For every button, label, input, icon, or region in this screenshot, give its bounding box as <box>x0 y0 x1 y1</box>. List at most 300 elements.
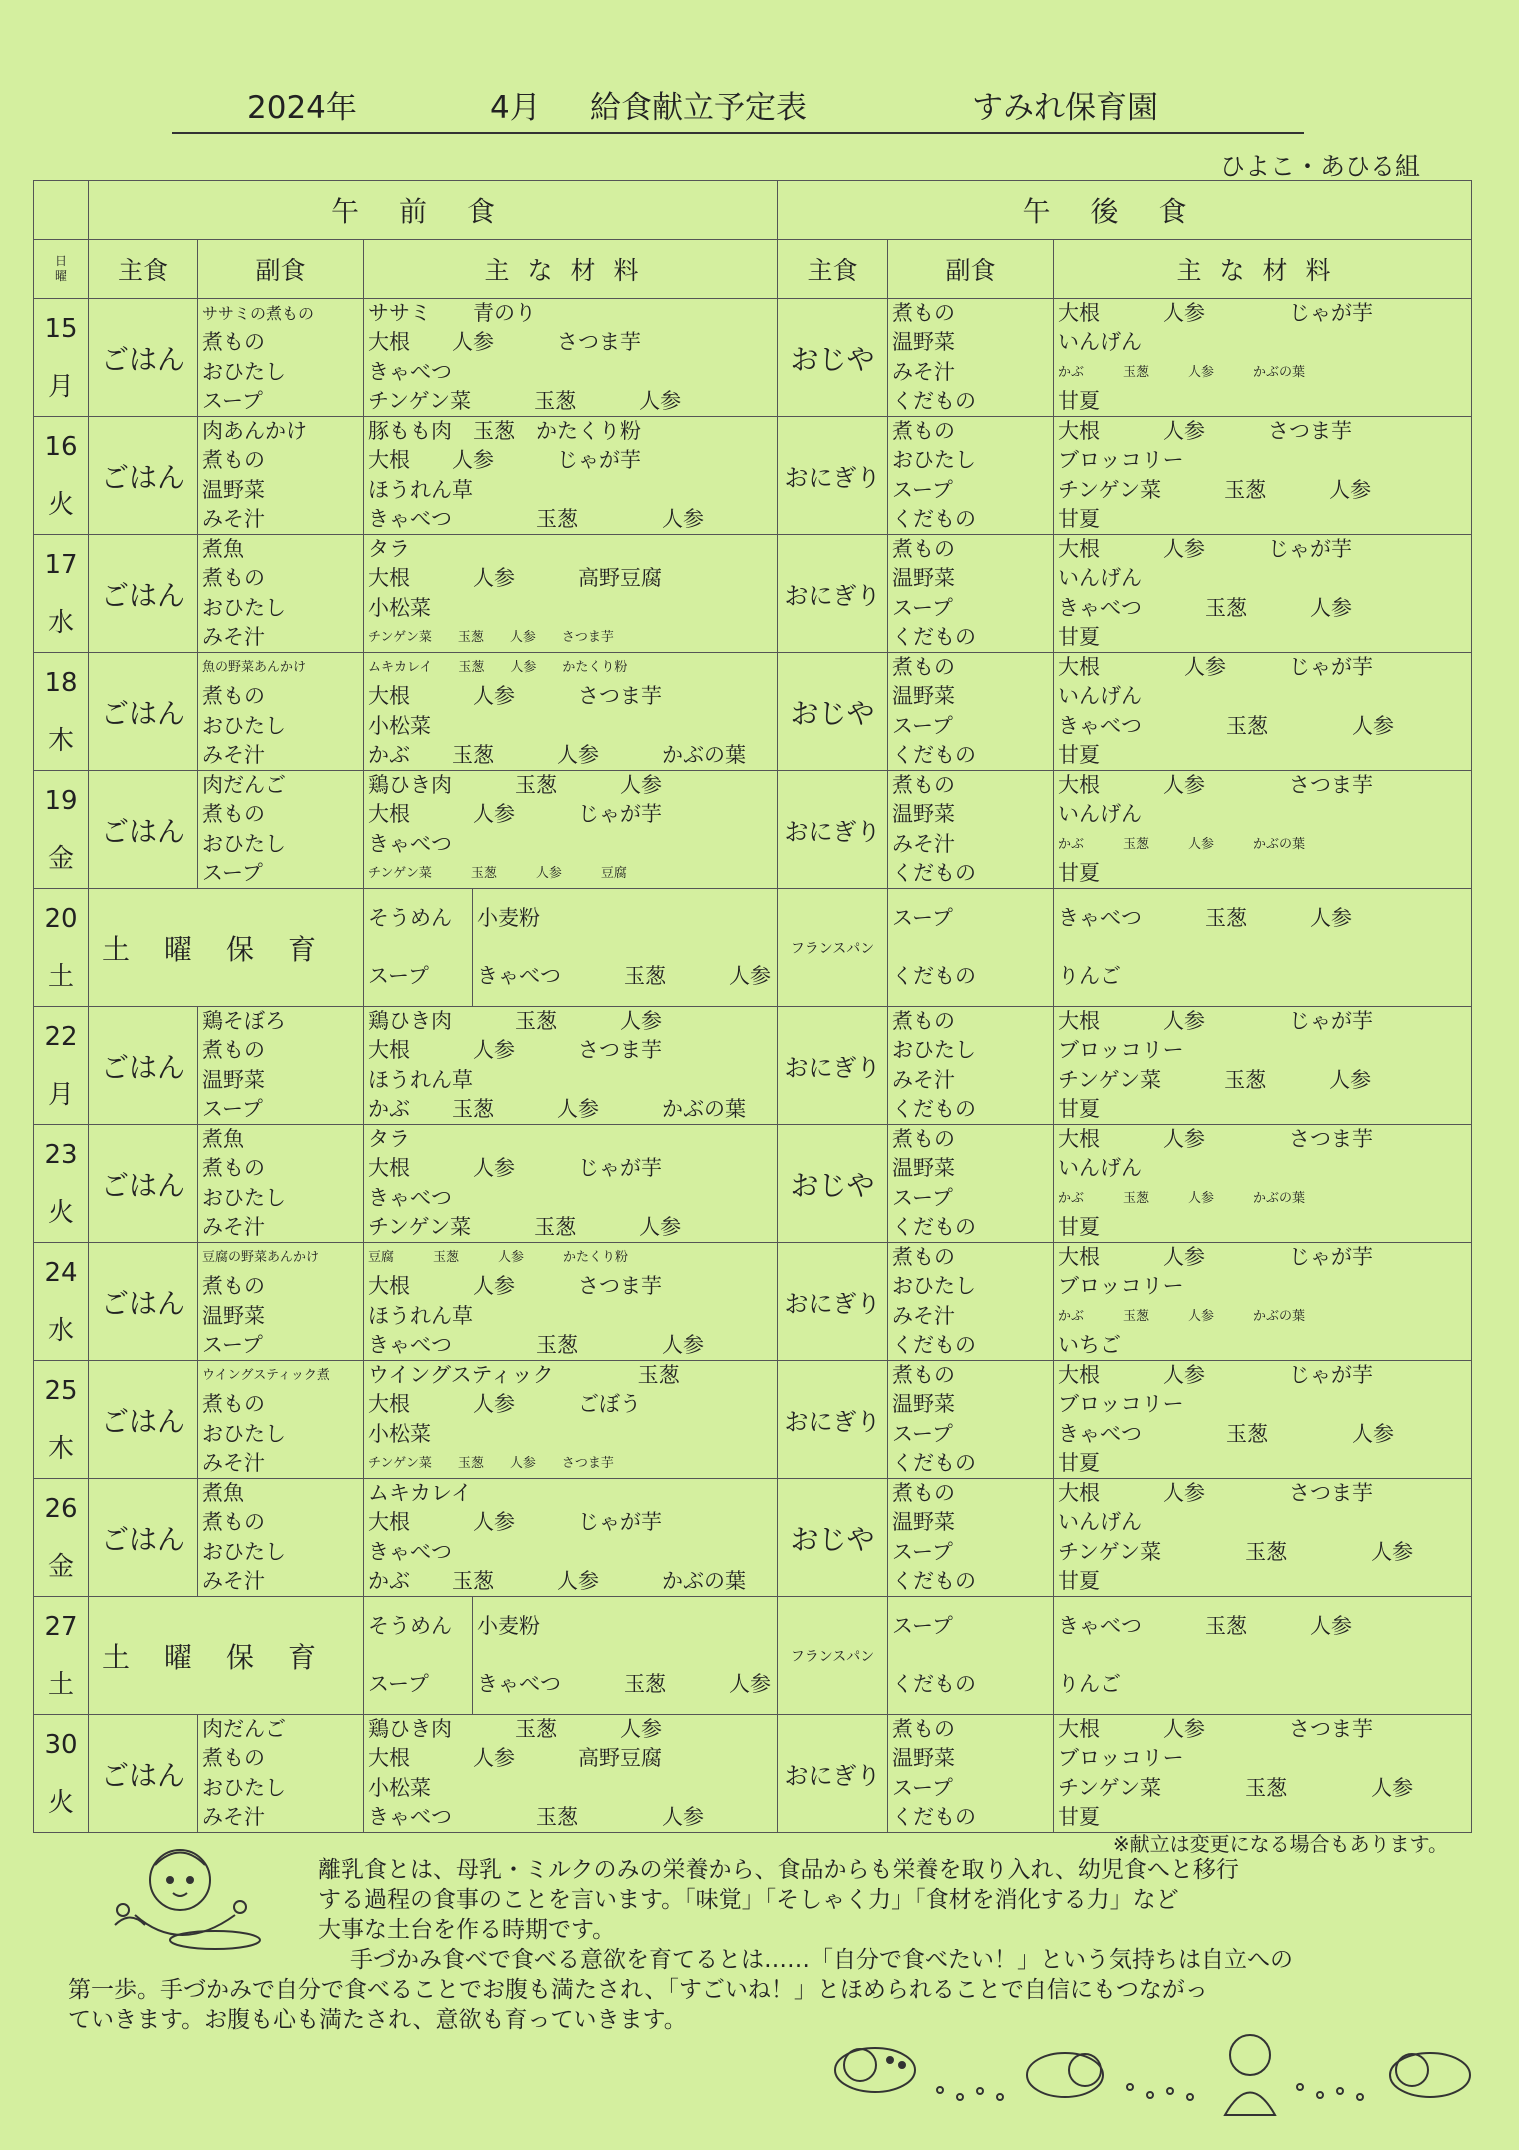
change-note: ※献立は変更になる場合もあります。 <box>1112 1832 1448 1856</box>
pm-side <box>888 1007 1054 1125</box>
date-number: 18 <box>44 667 78 698</box>
am-side-line: 煮もの <box>202 1274 265 1299</box>
weekday: 火 <box>47 489 74 520</box>
weekday: 金 <box>47 1551 74 1582</box>
date-cell <box>34 653 89 771</box>
am-ingredients-line: 大根 人参 高野豆腐 <box>368 566 662 591</box>
am-side-line: 煮魚 <box>202 537 244 561</box>
saturday-care-label: 土曜保育 <box>89 1597 364 1715</box>
pm-ingredients-line: いんげん <box>1058 1510 1143 1535</box>
am-ingredients-line: ほうれん草 <box>368 477 473 502</box>
am-staple: ごはん <box>89 1007 198 1125</box>
baby-illustration <box>95 1835 295 1965</box>
am-ingredients-line: 鶏ひき肉 玉葱 人参 <box>368 773 662 797</box>
am-ingredients <box>364 299 778 417</box>
pm-ingredients-line: 甘夏 <box>1058 1096 1101 1121</box>
pm-ingredients-line: 大根 人参 さつま芋 <box>1058 1127 1374 1151</box>
am-side <box>198 653 364 771</box>
weekday: 火 <box>47 1197 74 1228</box>
pm-side <box>888 1479 1054 1597</box>
am-ingredients-line: きゃべつ <box>368 1185 452 1210</box>
am-side <box>198 1007 364 1125</box>
pm-side-line: スープ <box>892 713 953 738</box>
pm-side <box>888 889 1054 1007</box>
pm-staple: おにぎり <box>778 1361 888 1479</box>
pm-line: りんご <box>1058 1672 1122 1696</box>
pm-staple: おじや <box>778 299 888 417</box>
pm-side <box>888 771 1054 889</box>
am-staple: ごはん <box>89 653 198 771</box>
am-side-line: 煮もの <box>202 330 265 355</box>
pm-staple: おじや <box>778 1125 888 1243</box>
am-side-line: おひたし <box>202 595 286 620</box>
pm-side-line: おひたし <box>892 448 977 473</box>
table-row <box>34 299 1472 417</box>
weekday: 土 <box>47 1669 74 1700</box>
am-ingredients-line: 小松菜 <box>368 1775 431 1800</box>
am-side-line: おひたし <box>202 359 286 384</box>
pm-side-line: くだもの <box>892 624 977 649</box>
pm-ingredients-line: かぶ 玉葱 人参 かぶの葉 <box>1058 836 1306 852</box>
dots-icon <box>1127 2084 1193 2100</box>
pm-side-line: 温野菜 <box>892 566 956 591</box>
pm-side-line: くだもの <box>892 1568 977 1593</box>
title-bar <box>172 88 1304 134</box>
am-side <box>198 417 364 535</box>
pm-ingredients-line: ブロッコリー <box>1058 1746 1184 1771</box>
am-ingredients-line: 大根 人参 さつま芋 <box>368 1038 662 1063</box>
saturday-care-label: 土曜保育 <box>89 889 364 1007</box>
am-side-line: 肉あんかけ <box>202 419 307 443</box>
am-ingredients-line: 大根 人参 さつま芋 <box>368 330 641 355</box>
pm-line: きゃべつ 玉葱 人参 <box>1058 906 1353 930</box>
am-side <box>198 1243 364 1361</box>
school-name: すみれ保育園 <box>972 90 1158 126</box>
pm-ingredients <box>1054 653 1472 771</box>
pm-side <box>888 417 1054 535</box>
table-row <box>34 771 1472 889</box>
pm-side-line: みそ汁 <box>892 359 956 384</box>
date-cell <box>34 1479 89 1597</box>
am-ingredients-line: 小松菜 <box>368 1421 431 1446</box>
am-ingredients-line: かぶ 玉葱 人参 かぶの葉 <box>368 1096 746 1121</box>
pm-ingredients-line: 大根 人参 じゃが芋 <box>1058 1363 1374 1387</box>
am-side <box>198 1479 364 1597</box>
pm-side-line: 煮もの <box>892 1009 956 1033</box>
pm-side-line: 温野菜 <box>892 1510 956 1535</box>
am-side-line: 魚の野菜あんかけ <box>202 660 307 675</box>
date-cell <box>34 1597 89 1715</box>
pm-ingredients-line: 甘夏 <box>1058 1568 1101 1593</box>
am-ingredients <box>364 1361 778 1479</box>
date-number: 27 <box>44 1611 78 1642</box>
am-ingredients-line: きゃべつ <box>368 831 452 856</box>
pm-ingredients-line: 甘夏 <box>1058 506 1101 531</box>
am-side-line: 温野菜 <box>202 477 265 502</box>
am-ingredients-line: 大根 人参 高野豆腐 <box>368 1746 662 1771</box>
pm-ingredients-line: いちご <box>1058 1332 1122 1357</box>
pm-side-line: おひたし <box>892 1038 977 1063</box>
date-number: 20 <box>44 903 78 934</box>
am-ingredients-line: チンゲン菜 玉葱 人参 豆腐 <box>368 865 627 881</box>
pm-side-line: みそ汁 <box>892 1303 956 1328</box>
am-side-line: おひたし <box>202 713 286 738</box>
paragraph-line: ていきます。お腹も心も満たされ、意欲も育っていきます。 <box>68 2007 687 2033</box>
pm-line: スープ <box>892 906 953 930</box>
date-number: 17 <box>44 549 78 580</box>
year: 2024年 <box>247 90 357 126</box>
pm-staple: フランスパン <box>778 889 888 1007</box>
dots-icon <box>1297 2084 1363 2100</box>
date-number: 19 <box>44 785 78 816</box>
pm-ingredients-line: きゃべつ 玉葱 人参 <box>1058 713 1395 738</box>
pm-line: くだもの <box>892 964 977 988</box>
date-number: 15 <box>44 313 78 344</box>
pm-side-line: みそ汁 <box>892 831 956 856</box>
date-number: 25 <box>44 1375 78 1406</box>
am-staple: ごはん <box>89 417 198 535</box>
pm-staple: おにぎり <box>778 417 888 535</box>
pm-side-line: スープ <box>892 1775 953 1800</box>
am-side-line: 肉だんご <box>202 773 286 797</box>
am-side-line: 煮もの <box>202 566 265 591</box>
saturday-ingredients <box>364 889 473 1007</box>
am-staple-header: 主食 <box>89 240 198 299</box>
date-number: 26 <box>44 1493 78 1524</box>
am-ingredients-line: きゃべつ 玉葱 人参 <box>368 1804 704 1829</box>
am-side-line: おひたし <box>202 1421 286 1446</box>
sitting-baby-icon <box>1225 2035 1275 2115</box>
menu-table <box>33 180 1472 1833</box>
pm-side <box>888 535 1054 653</box>
pm-side <box>888 1361 1054 1479</box>
am-ingredients-line: チンゲン菜 玉葱 人参 <box>368 388 682 413</box>
pm-ingredients <box>1054 1243 1472 1361</box>
afternoon-header: 午後食 <box>778 181 1472 240</box>
pm-ingredients <box>1054 417 1472 535</box>
am-side-line: 煮もの <box>202 1156 265 1181</box>
pm-side-line: 煮もの <box>892 773 956 797</box>
date-cell <box>34 417 89 535</box>
am-side <box>198 1125 364 1243</box>
am-side-line: 肉だんご <box>202 1717 286 1741</box>
am-ingredients <box>364 417 778 535</box>
am-side-line: 煮魚 <box>202 1127 244 1151</box>
pm-side <box>888 1597 1054 1715</box>
month: 4月 <box>490 90 541 126</box>
pm-ingredients-line: 大根 人参 さつま芋 <box>1058 419 1353 443</box>
am-ingredients-line: ムキカレイ <box>368 1481 472 1505</box>
am-ingredients-line: きゃべつ <box>368 359 452 384</box>
saturday-ingredients <box>364 1597 473 1715</box>
pm-side-line: おひたし <box>892 1274 977 1299</box>
date-number: 30 <box>44 1729 78 1760</box>
pm-staple: おにぎり <box>778 771 888 889</box>
am-ingredients <box>364 1715 778 1833</box>
am-staple: ごはん <box>89 771 198 889</box>
pm-ingredients-line: 甘夏 <box>1058 1450 1101 1475</box>
pm-side-line: くだもの <box>892 742 977 767</box>
am-ingredients-line: ほうれん草 <box>368 1303 473 1328</box>
pm-ingredients-line: 大根 人参 じゃが芋 <box>1058 655 1374 679</box>
weekday: 月 <box>47 1079 74 1110</box>
pm-ingredients-line: 甘夏 <box>1058 742 1101 767</box>
am-staple: ごはん <box>89 299 198 417</box>
am-ingredients-line: きゃべつ 玉葱 人参 <box>368 506 704 531</box>
am-ingredients-line: チンゲン菜 玉葱 人参 <box>368 1214 682 1239</box>
am-side-line: 温野菜 <box>202 1067 265 1092</box>
am-side-line: みそ汁 <box>202 1568 265 1593</box>
am-staple: ごはん <box>89 1243 198 1361</box>
am-ingredients-line: タラ <box>368 1127 410 1151</box>
weekday: 火 <box>47 1787 74 1818</box>
pm-side-line: 温野菜 <box>892 330 956 355</box>
pm-staple: おじや <box>778 1479 888 1597</box>
date-number: 16 <box>44 431 78 462</box>
am-staple: ごはん <box>89 535 198 653</box>
paragraph-line: 大事な土台を作る時期です。 <box>318 1917 616 1943</box>
pm-ingredients <box>1054 299 1472 417</box>
am-side-line: 煮もの <box>202 1746 265 1771</box>
pm-side-line: 煮もの <box>892 1363 956 1387</box>
pm-side-line: くだもの <box>892 860 977 885</box>
pm-ingredients-line: いんげん <box>1058 1156 1143 1181</box>
pm-side-line: くだもの <box>892 1804 977 1829</box>
pm-line: きゃべつ 玉葱 人参 <box>1058 1614 1353 1638</box>
pm-ingredients-line: いんげん <box>1058 566 1143 591</box>
pm-side-line: スープ <box>892 1539 953 1564</box>
am-ingredients-line: チンゲン菜 玉葱 人参 さつま芋 <box>368 1455 614 1471</box>
pm-staple: おじや <box>778 653 888 771</box>
am-side-line: みそ汁 <box>202 742 265 767</box>
am-ingredients-header: 主な材料 <box>364 240 778 299</box>
table-row <box>34 889 1472 1007</box>
pm-side-line: くだもの <box>892 506 977 531</box>
weekday: 水 <box>47 1315 74 1346</box>
am-side-line: おひたし <box>202 1185 286 1210</box>
pm-ingredients-line: 大根 人参 じゃが芋 <box>1058 537 1353 561</box>
saturday-ingredient-line: そうめん <box>368 1614 452 1638</box>
table-row <box>34 1125 1472 1243</box>
am-ingredients-line: 小松菜 <box>368 713 431 738</box>
am-ingredients-line: 大根 人参 さつま芋 <box>368 684 662 709</box>
pm-ingredients <box>1054 1125 1472 1243</box>
saturday-ingredients <box>473 1597 778 1715</box>
am-ingredients-line: 大根 人参 じゃが芋 <box>368 802 662 827</box>
am-side-line: 煮もの <box>202 802 265 827</box>
pm-side-line: くだもの <box>892 388 977 413</box>
am-side-line: 鶏そぼろ <box>202 1009 286 1033</box>
saturday-ingredient-line: そうめん <box>368 906 452 930</box>
am-side-line: 煮もの <box>202 1392 265 1417</box>
pm-side-line: スープ <box>892 1421 953 1446</box>
pm-side-line: スープ <box>892 595 953 620</box>
pm-ingredients-line: 大根 人参 さつま芋 <box>1058 1481 1374 1505</box>
am-ingredients <box>364 1479 778 1597</box>
pm-side <box>888 1715 1054 1833</box>
am-side-line: 煮もの <box>202 1038 265 1063</box>
am-ingredients <box>364 1125 778 1243</box>
am-ingredients-line: 大根 人参 じゃが芋 <box>368 448 641 473</box>
pm-ingredients-line: チンゲン菜 玉葱 人参 <box>1058 477 1372 502</box>
pm-side-line: 温野菜 <box>892 802 956 827</box>
am-side-line: おひたし <box>202 1775 286 1800</box>
am-ingredients-line: ササミ 青のり <box>368 301 536 325</box>
am-side-line: みそ汁 <box>202 1804 265 1829</box>
paragraph-line: 離乳食とは、母乳・ミルクのみの栄養から、食品からも栄養を取り入れ、幼児食へと移行 <box>318 1857 1239 1883</box>
paragraph-line: する過程の食事のことを言います。「味覚」「そしゃく力」「食材を消化する力」など <box>318 1887 1179 1913</box>
date-cell <box>34 1243 89 1361</box>
am-side-header: 副食 <box>198 240 364 299</box>
am-ingredients-line: 鶏ひき肉 玉葱 人参 <box>368 1009 662 1033</box>
pm-ingredients-line: 甘夏 <box>1058 1214 1101 1239</box>
pm-ingredients-line: 大根 人参 じゃが芋 <box>1058 1009 1374 1033</box>
pm-side <box>888 1243 1054 1361</box>
pm-side-line: 煮もの <box>892 419 956 443</box>
am-side <box>198 1361 364 1479</box>
weekday: 木 <box>47 1433 74 1464</box>
pm-side-line: くだもの <box>892 1096 977 1121</box>
am-side-line: スープ <box>202 388 263 413</box>
pm-side-line: 煮もの <box>892 1245 956 1269</box>
pm-staple: フランスパン <box>778 1597 888 1715</box>
pm-ingredients-line: ブロッコリー <box>1058 1038 1184 1063</box>
crawling-baby-icon <box>835 2048 915 2092</box>
crawling-baby-icon <box>1027 2053 1103 2097</box>
am-ingredients-line: 大根 人参 じゃが芋 <box>368 1156 662 1181</box>
pm-ingredients <box>1054 1479 1472 1597</box>
am-ingredients-line: チンゲン菜 玉葱 人参 さつま芋 <box>368 629 614 645</box>
am-side-line: 煮魚 <box>202 1481 244 1505</box>
pm-ingredients <box>1054 889 1472 1007</box>
table-row <box>34 1243 1472 1361</box>
am-side-line: スープ <box>202 1332 263 1357</box>
am-ingredients <box>364 1007 778 1125</box>
am-staple: ごはん <box>89 1479 198 1597</box>
pm-side-line: くだもの <box>892 1332 977 1357</box>
corner-cell <box>34 181 89 240</box>
pm-ingredients-line: チンゲン菜 玉葱 人参 <box>1058 1539 1414 1564</box>
am-side <box>198 299 364 417</box>
pm-side-line: 煮もの <box>892 1127 956 1151</box>
am-ingredients <box>364 653 778 771</box>
table-row <box>34 1007 1472 1125</box>
saturday-ingredient-line: きゃべつ 玉葱 人参 <box>477 1672 771 1696</box>
pm-ingredients <box>1054 1361 1472 1479</box>
pm-ingredients-line: いんげん <box>1058 802 1143 827</box>
pm-ingredients-line: ブロッコリー <box>1058 448 1184 473</box>
pm-ingredients-line: かぶ 玉葱 人参 かぶの葉 <box>1058 1308 1306 1324</box>
pm-ingredients-line: 甘夏 <box>1058 624 1101 649</box>
am-ingredients-line: 大根 人参 じゃが芋 <box>368 1510 662 1535</box>
saturday-ingredient-line: きゃべつ 玉葱 人参 <box>477 964 771 988</box>
pm-ingredients <box>1054 1007 1472 1125</box>
pm-ingredients-line: いんげん <box>1058 684 1143 709</box>
saturday-ingredients <box>473 889 778 1007</box>
paragraph-line: 第一歩。手づかみで自分で食べることでお腹も満たされ、「すごいね！」とほめられることで自信にもつながっ <box>68 1977 1208 2003</box>
date-cell <box>34 1715 89 1833</box>
weekday: 水 <box>47 607 74 638</box>
table-row <box>34 1361 1472 1479</box>
date-number: 23 <box>44 1139 78 1170</box>
am-staple: ごはん <box>89 1125 198 1243</box>
date-number: 24 <box>44 1257 78 1288</box>
am-ingredients-line: 豆腐 玉葱 人参 かたくり粉 <box>368 1250 629 1265</box>
am-ingredients <box>364 1243 778 1361</box>
date-number: 22 <box>44 1021 78 1052</box>
am-side-line: おひたし <box>202 1539 286 1564</box>
pm-ingredients-line: かぶ 玉葱 人参 かぶの葉 <box>1058 1190 1306 1206</box>
pm-staple: おにぎり <box>778 535 888 653</box>
am-side-line: 温野菜 <box>202 1303 265 1328</box>
am-ingredients-line: 大根 人参 ごぼう <box>368 1392 641 1417</box>
pm-staple: おにぎり <box>778 1007 888 1125</box>
date-header: 日 曜 <box>34 240 89 299</box>
am-ingredients-line: 鶏ひき肉 玉葱 人参 <box>368 1717 662 1741</box>
pm-ingredients <box>1054 535 1472 653</box>
saturday-ingredient-line: 小麦粉 <box>477 1614 540 1638</box>
pm-side-line: くだもの <box>892 1450 977 1475</box>
am-ingredients <box>364 535 778 653</box>
am-side-line: スープ <box>202 1096 263 1121</box>
am-side <box>198 771 364 889</box>
pm-line: スープ <box>892 1614 953 1638</box>
pm-side-line: 温野菜 <box>892 1392 956 1417</box>
am-ingredients-line: きゃべつ <box>368 1539 452 1564</box>
pm-side-line: 温野菜 <box>892 1156 956 1181</box>
pm-ingredients-line: 甘夏 <box>1058 388 1101 413</box>
weekday: 土 <box>47 961 74 992</box>
am-side-line: 煮もの <box>202 1510 265 1535</box>
pm-ingredients-line: 大根 人参 じゃが芋 <box>1058 1245 1374 1269</box>
am-side-line: みそ汁 <box>202 1450 265 1475</box>
pm-ingredients-header: 主な材料 <box>1054 240 1472 299</box>
am-ingredients-line: ほうれん草 <box>368 1067 473 1092</box>
page-title: 給食献立予定表 <box>590 90 807 126</box>
am-side-line: 煮もの <box>202 684 265 709</box>
am-side <box>198 535 364 653</box>
pm-ingredients-line: 大根 人参 さつま芋 <box>1058 1717 1374 1741</box>
am-ingredients-line: 大根 人参 さつま芋 <box>368 1274 662 1299</box>
pm-side-line: 煮もの <box>892 1481 956 1505</box>
paragraph-line: 手づかみ食べで食べる意欲を育てるとは……「自分で食べたい！」という気持ちは自立への <box>350 1947 1293 1973</box>
pm-ingredients-line: 甘夏 <box>1058 860 1101 885</box>
pm-ingredients-line: 大根 人参 さつま芋 <box>1058 773 1374 797</box>
pm-side <box>888 1125 1054 1243</box>
decoration-border <box>830 2025 1490 2135</box>
pm-side-line: 温野菜 <box>892 1746 956 1771</box>
pm-staple-header: 主食 <box>778 240 888 299</box>
pm-ingredients-line: かぶ 玉葱 人参 かぶの葉 <box>1058 364 1306 380</box>
table-row <box>34 417 1472 535</box>
weekday: 月 <box>47 371 74 402</box>
pm-ingredients-line: きゃべつ 玉葱 人参 <box>1058 595 1353 620</box>
table-row <box>34 1479 1472 1597</box>
am-staple: ごはん <box>89 1361 198 1479</box>
pm-side-line: スープ <box>892 1185 953 1210</box>
date-cell <box>34 535 89 653</box>
pm-ingredients-line: 大根 人参 じゃが芋 <box>1058 301 1374 325</box>
pm-side-header: 副食 <box>888 240 1054 299</box>
am-side-line: 豆腐の野菜あんかけ <box>202 1250 320 1265</box>
dots-icon <box>937 2087 1003 2100</box>
pm-ingredients-line: ブロッコリー <box>1058 1392 1184 1417</box>
am-side-line: みそ汁 <box>202 506 265 531</box>
pm-ingredients <box>1054 1597 1472 1715</box>
pm-side-line: 温野菜 <box>892 684 956 709</box>
table-row <box>34 1597 1472 1715</box>
date-cell <box>34 1361 89 1479</box>
